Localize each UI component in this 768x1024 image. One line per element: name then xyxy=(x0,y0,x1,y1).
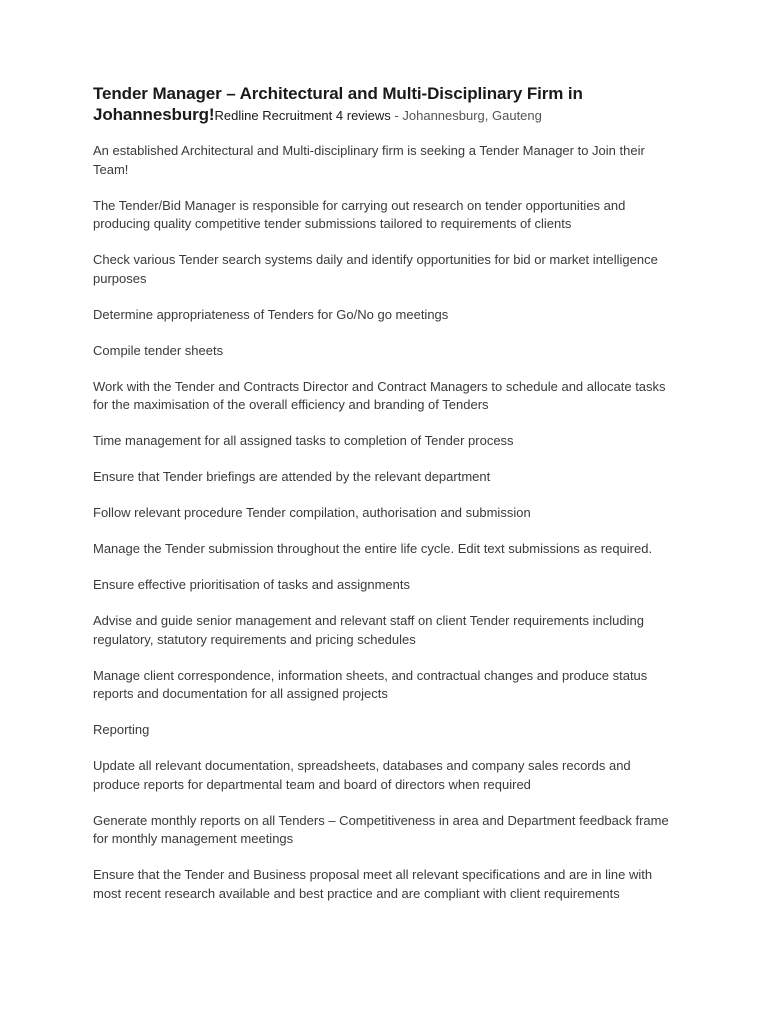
reviews-count: 4 reviews xyxy=(332,108,391,123)
paragraph-intro: An established Architectural and Multi-disciplinary firm is seeking a Tender Manager to Join their Team! xyxy=(93,143,645,177)
paragraph-reporting-duty: Ensure that the Tender and Business proposal meet all relevant specifications and are in line with most recent research available and best practice and are compliant with client requirements xyxy=(93,867,653,901)
paragraph-duty: Manage client correspondence, information sheets, and contractual changes and produce status reports and documentation for all assigned projects xyxy=(93,667,648,701)
paragraph-duty: Ensure that Tender briefings are attended by the relevant department xyxy=(93,469,491,484)
job-header xyxy=(93,84,675,126)
paragraph-duty: Advise and guide senior management and relevant staff on client Tender requirements including regulatory, statutory requirements and pricing schedules xyxy=(93,613,644,647)
paragraph-duty: Determine appropriateness of Tenders for Go/No go meetings xyxy=(93,306,449,322)
paragraph-reporting-duty: Generate monthly reports on all Tenders – Competitiveness in area and Department feedback frame for monthly management meetings xyxy=(93,812,669,846)
paragraph-duty: Check various Tender search systems daily and identify opportunities for bid or market intelligence purposes xyxy=(93,252,658,286)
paragraph-duty: Ensure effective prioritisation of tasks and assignments xyxy=(93,577,410,592)
paragraph-duty: Manage the Tender submission throughout the entire life cycle. Edit text submissions as required. xyxy=(93,541,653,556)
paragraph-role-summary: The Tender/Bid Manager is responsible for carrying out research on tender opportunities and producing quality competitive tender submissions tailored to requirements of clients xyxy=(93,197,626,231)
section-heading-reporting: Reporting xyxy=(93,722,150,737)
paragraph-duty: Follow relevant procedure Tender compilation, authorisation and submission xyxy=(93,505,531,520)
company-name: Redline Recruitment xyxy=(214,108,333,123)
job-location: Johannesburg, Gauteng xyxy=(402,108,542,123)
paragraph-reporting-duty: Update all relevant documentation, spreadsheets, databases and company sales records and produce reports for departmental team and board of directors when required xyxy=(93,758,631,792)
job-title: Tender Manager – Architectural and Multi-Disciplinary Firm in Johannesburg! xyxy=(93,84,583,124)
paragraph-duty: Time management for all assigned tasks to completion of Tender process xyxy=(93,433,514,448)
paragraph-duty: Compile tender sheets xyxy=(93,342,224,358)
location-separator: - xyxy=(390,108,403,123)
paragraph-duty: Work with the Tender and Contracts Director and Contract Managers to schedule and allocate tasks for the maximisation of the overall efficiency and branding of Tenders xyxy=(93,378,666,412)
